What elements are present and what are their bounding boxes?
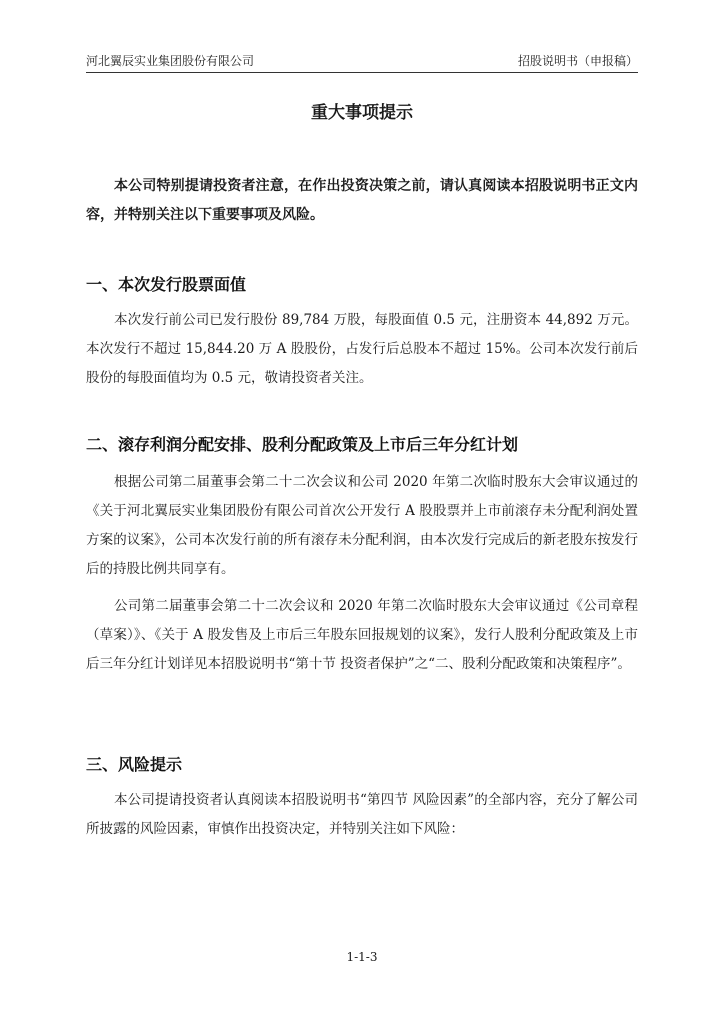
investor-notice: 本公司特别提请投资者注意，在作出投资决策之前，请认真阅读本招股说明书正文内容，并特别关注以下重要事项及风险。 [86, 178, 638, 223]
page-title: 重大事项提示 [311, 103, 413, 123]
section-heading-profit-distribution: 二、滚存利润分配安排、股利分配政策及上市后三年分红计划 [86, 435, 519, 454]
page-header [86, 50, 638, 73]
page-number: 1-1-3 [346, 950, 378, 964]
section-3-paragraph: 本公司提请投资者认真阅读本招股说明书“第四节 风险因素”的全部内容，充分了解公司所披露的风险因素，审慎作出投资决定，并特别关注如下风险： [86, 792, 638, 837]
header-document-type: 招股说明书（申报稿） [517, 54, 638, 68]
section-2-paragraph-1: 根据公司第二届董事会第二十二次会议和公司 2020 年第二次临时股东大会审议通过的《关于河北翼辰实业集团股份有限公司首次公开发行 A 股股票并上市前滚存未分配利润处置方案的议案》，公司本次发行前的所有滚存未分配利润，由本次发行完成后的新老股东按发行后的持股比例共同享有。 [86, 474, 638, 577]
section-1-paragraph: 本次发行前公司已发行股份 89,784 万股，每股面值 0.5 元，注册资本 44,892 万元。本次发行不超过 15,844.20 万 A 股股份，占发行后总股本不超过 15%。公司本次发行前后股份的每股面值均为 0.5 元，敬请投资者关注。 [86, 312, 638, 386]
section-heading-risk-notice: 三、风险提示 [86, 755, 183, 774]
section-2-paragraph-2: 公司第二届董事会第二十二次会议和 2020 年第二次临时股东大会审议通过《公司章程（草案）》、《关于 A 股发售及上市后三年股东回报规划的议案》，发行人股利分配政策及上市后三年分红计划详见本招股说明书“第十节 投资者保护”之“二、股利分配政策和决策程序”。 [86, 598, 638, 672]
header-company-name: 河北翼辰实业集团股份有限公司 [86, 54, 255, 68]
section-heading-par-value: 一、本次发行股票面值 [86, 275, 247, 294]
